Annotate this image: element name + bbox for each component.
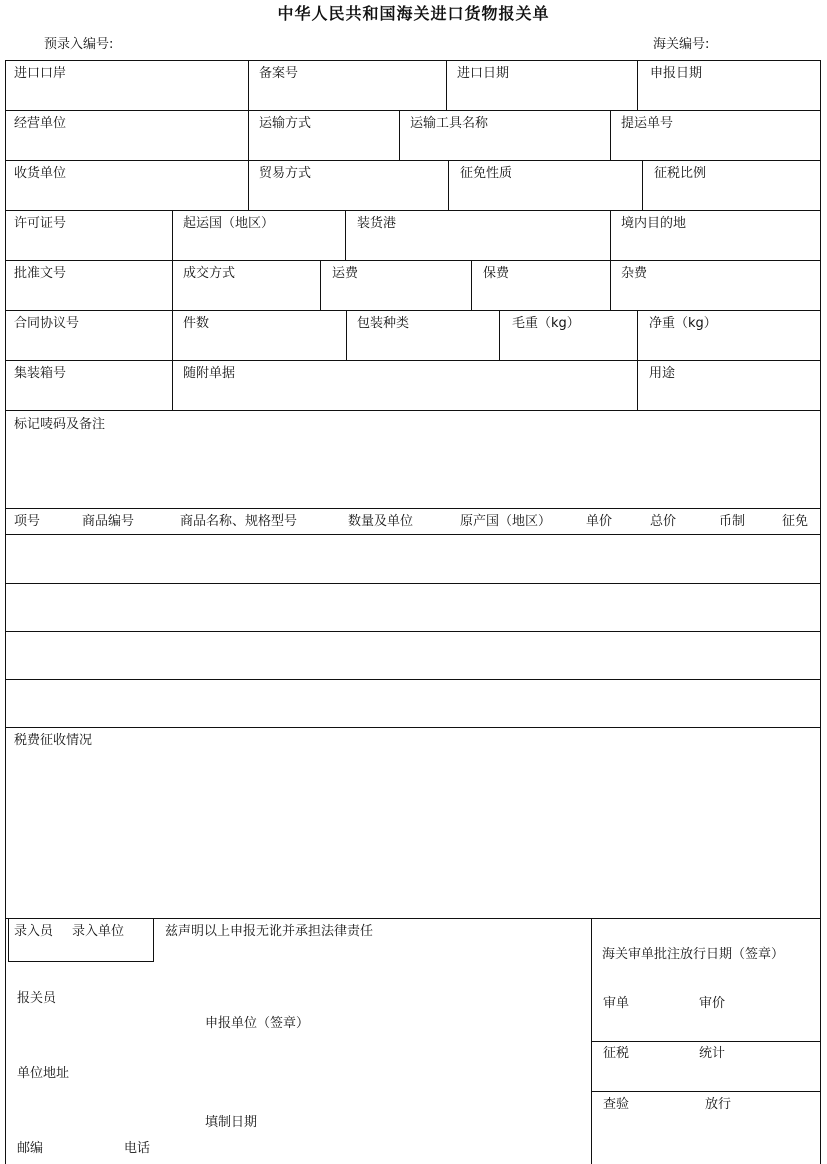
price-review-label: 审价	[699, 996, 726, 1011]
entry-unit-label: 录入单位	[72, 924, 125, 939]
row-divider	[5, 534, 820, 535]
unit-address-label: 单位地址	[17, 1066, 70, 1081]
gross-weight-label: 毛重（kg）	[512, 316, 580, 331]
tax-ratio-label: 征税比例	[654, 166, 707, 181]
usage-label: 用途	[649, 366, 676, 381]
col-commodity-code: 商品编号	[82, 514, 135, 529]
approval-no-label: 批准文号	[14, 266, 67, 281]
row-divider	[5, 310, 820, 311]
col-unit-price: 单价	[586, 514, 613, 529]
pre-entry-no-label: 预录入编号:	[44, 37, 114, 52]
row-divider	[5, 110, 820, 111]
destination-label: 境内目的地	[621, 216, 687, 231]
top-border	[5, 60, 820, 61]
tax-label: 税费征收情况	[14, 733, 93, 748]
review-label: 审单	[603, 996, 630, 1011]
inspection-label: 查验	[603, 1097, 630, 1112]
postcode-label: 邮编	[17, 1141, 44, 1156]
cell-divider	[399, 110, 400, 160]
packages-label: 件数	[183, 316, 210, 331]
cell-divider	[446, 60, 447, 110]
row-divider	[5, 210, 820, 211]
row-divider	[5, 679, 820, 680]
left-border	[5, 60, 6, 1164]
license-no-label: 许可证号	[14, 216, 67, 231]
broker-label: 报关员	[17, 991, 57, 1006]
net-weight-label: 净重（kg）	[649, 316, 717, 331]
col-item-no: 项号	[14, 514, 41, 529]
cell-divider	[248, 160, 249, 210]
col-commodity-name: 商品名称、规格型号	[180, 514, 298, 529]
contract-no-label: 合同协议号	[14, 316, 80, 331]
customs-row-divider	[591, 1091, 820, 1092]
form-title: 中华人民共和国海关进口货物报关单	[277, 4, 550, 23]
insurance-label: 保费	[483, 266, 510, 281]
import-port-label: 进口口岸	[14, 66, 67, 81]
marks-label: 标记唛码及备注	[14, 417, 106, 432]
phone-label: 电话	[124, 1141, 151, 1156]
cell-divider	[471, 260, 472, 310]
col-origin: 原产国（地区）	[460, 514, 552, 529]
row-divider	[5, 727, 820, 728]
package-type-label: 包装种类	[357, 316, 410, 331]
statistics-label: 统计	[699, 1046, 726, 1061]
cell-divider	[610, 260, 611, 310]
declare-date-label: 申报日期	[650, 66, 703, 81]
tax-levy-label: 征税	[603, 1046, 630, 1061]
transaction-mode-label: 成交方式	[183, 266, 236, 281]
cell-divider	[172, 360, 173, 410]
row-divider	[5, 508, 820, 509]
right-border	[820, 60, 821, 1164]
cell-divider	[172, 210, 173, 260]
fill-date-label: 填制日期	[205, 1115, 258, 1130]
exemption-nature-label: 征免性质	[460, 166, 513, 181]
row-divider	[5, 360, 820, 361]
cell-divider	[248, 60, 249, 110]
col-total-price: 总价	[650, 514, 677, 529]
record-no-label: 备案号	[259, 66, 299, 81]
cell-divider	[346, 310, 347, 360]
container-no-label: 集装箱号	[14, 366, 67, 381]
row-divider	[5, 410, 820, 411]
cell-divider	[610, 210, 611, 260]
transport-tool-label: 运输工具名称	[410, 116, 489, 131]
col-exemption: 征免	[782, 514, 809, 529]
trade-mode-label: 贸易方式	[259, 166, 312, 181]
cell-divider	[345, 210, 346, 260]
row-divider	[5, 160, 820, 161]
cell-divider	[610, 110, 611, 160]
row-divider	[5, 631, 820, 632]
consignee-label: 收货单位	[14, 166, 67, 181]
customs-row-divider	[591, 1041, 820, 1042]
declaration-text: 兹声明以上申报无讹并承担法律责任	[165, 924, 374, 939]
misc-fee-label: 杂费	[621, 266, 648, 281]
cell-divider	[637, 310, 638, 360]
entry-clerk-label: 录入员	[14, 924, 54, 939]
customs-approval-title: 海关审单批注放行日期（签章）	[602, 947, 785, 962]
release-label: 放行	[705, 1097, 732, 1112]
cell-divider	[172, 310, 173, 360]
customs-no-label: 海关编号:	[653, 37, 710, 52]
operating-unit-label: 经营单位	[14, 116, 67, 131]
origin-country-label: 起运国（地区）	[183, 216, 275, 231]
bill-of-lading-label: 提运单号	[621, 116, 674, 131]
row-divider	[5, 583, 820, 584]
import-date-label: 进口日期	[457, 66, 510, 81]
row-divider	[5, 260, 820, 261]
loading-port-label: 装货港	[357, 216, 397, 231]
cell-divider	[499, 310, 500, 360]
cell-divider	[172, 260, 173, 310]
cell-divider	[320, 260, 321, 310]
declaring-unit-seal-label: 申报单位（签章）	[205, 1016, 310, 1031]
cell-divider	[448, 160, 449, 210]
cell-divider	[642, 160, 643, 210]
transport-mode-label: 运输方式	[259, 116, 312, 131]
col-currency: 币制	[719, 514, 746, 529]
cell-divider	[637, 60, 638, 110]
col-quantity-unit: 数量及单位	[348, 514, 414, 529]
cell-divider	[637, 360, 638, 410]
attached-docs-label: 随附单据	[183, 366, 236, 381]
cell-divider	[248, 110, 249, 160]
freight-label: 运费	[332, 266, 359, 281]
